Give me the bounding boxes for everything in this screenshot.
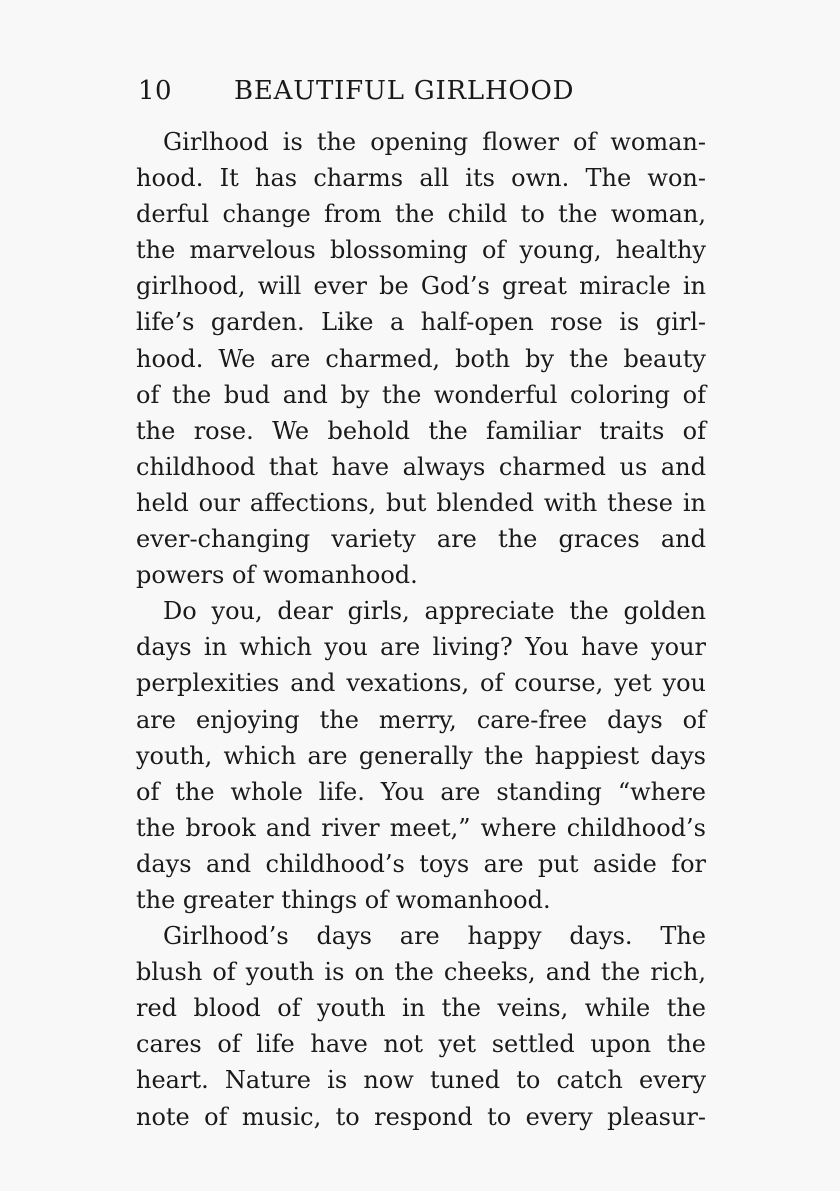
text-line: the rose. We behold the familiar traits of [136,416,706,445]
text-line: red blood of youth in the veins, while the [136,994,706,1023]
text-line: days and childhood’s toys are put aside for [136,849,706,878]
text-line: Girlhood’s days are happy days. The [163,922,706,951]
text-line: Girlhood is the opening flower of woman- [163,128,706,156]
running-title: BEAUTIFUL GIRLHOOD [234,76,575,106]
text-line: life’s garden. Like a half-open rose is girl- [136,308,706,337]
text-line: are enjoying the merry, care-free days of [136,705,706,734]
text-line: of the whole life. You are standing “where [136,777,706,806]
text-line: heart. Nature is now tuned to catch every [136,1066,706,1095]
page-header [138,76,698,112]
paragraph [136,124,706,593]
text-line: derful change from the child to the woman, [136,200,706,229]
page-number: 10 [138,76,173,106]
text-line: note of music, to respond to every pleasur- [136,1102,706,1131]
text-line: cares of life have not yet settled upon the [136,1030,706,1059]
text-line: girlhood, will ever be God’s great miracle in [136,272,706,301]
text-line: days in which you are living? You have your [136,633,706,662]
text-line: blush of youth is on the cheeks, and the rich, [136,958,706,987]
text-line: hood. It has charms all its own. The won- [136,164,706,193]
text-line: the marvelous blossoming of young, healthy [136,236,706,265]
text-line: held our affections, but blended with these in [136,488,706,517]
text-line: perplexities and vexations, of course, yet you [136,669,706,698]
text-line: childhood that have always charmed us and [136,452,706,481]
text-line: the greater things of womanhood. [136,885,551,914]
text-line: youth, which are generally the happiest days [136,741,706,770]
text-line: of the bud and by the wonderful coloring of [136,380,706,409]
paragraph [136,918,706,1135]
paragraph [136,593,706,918]
text-line: the brook and river meet,” where childhood’s [136,813,706,842]
text-line: Do you, dear girls, appreciate the golden [163,597,706,626]
text-line: ever-changing variety are the graces and [136,525,706,554]
body-text [136,124,706,1135]
text-line: powers of womanhood. [136,561,418,590]
text-line: hood. We are charmed, both by the beauty [136,344,706,373]
